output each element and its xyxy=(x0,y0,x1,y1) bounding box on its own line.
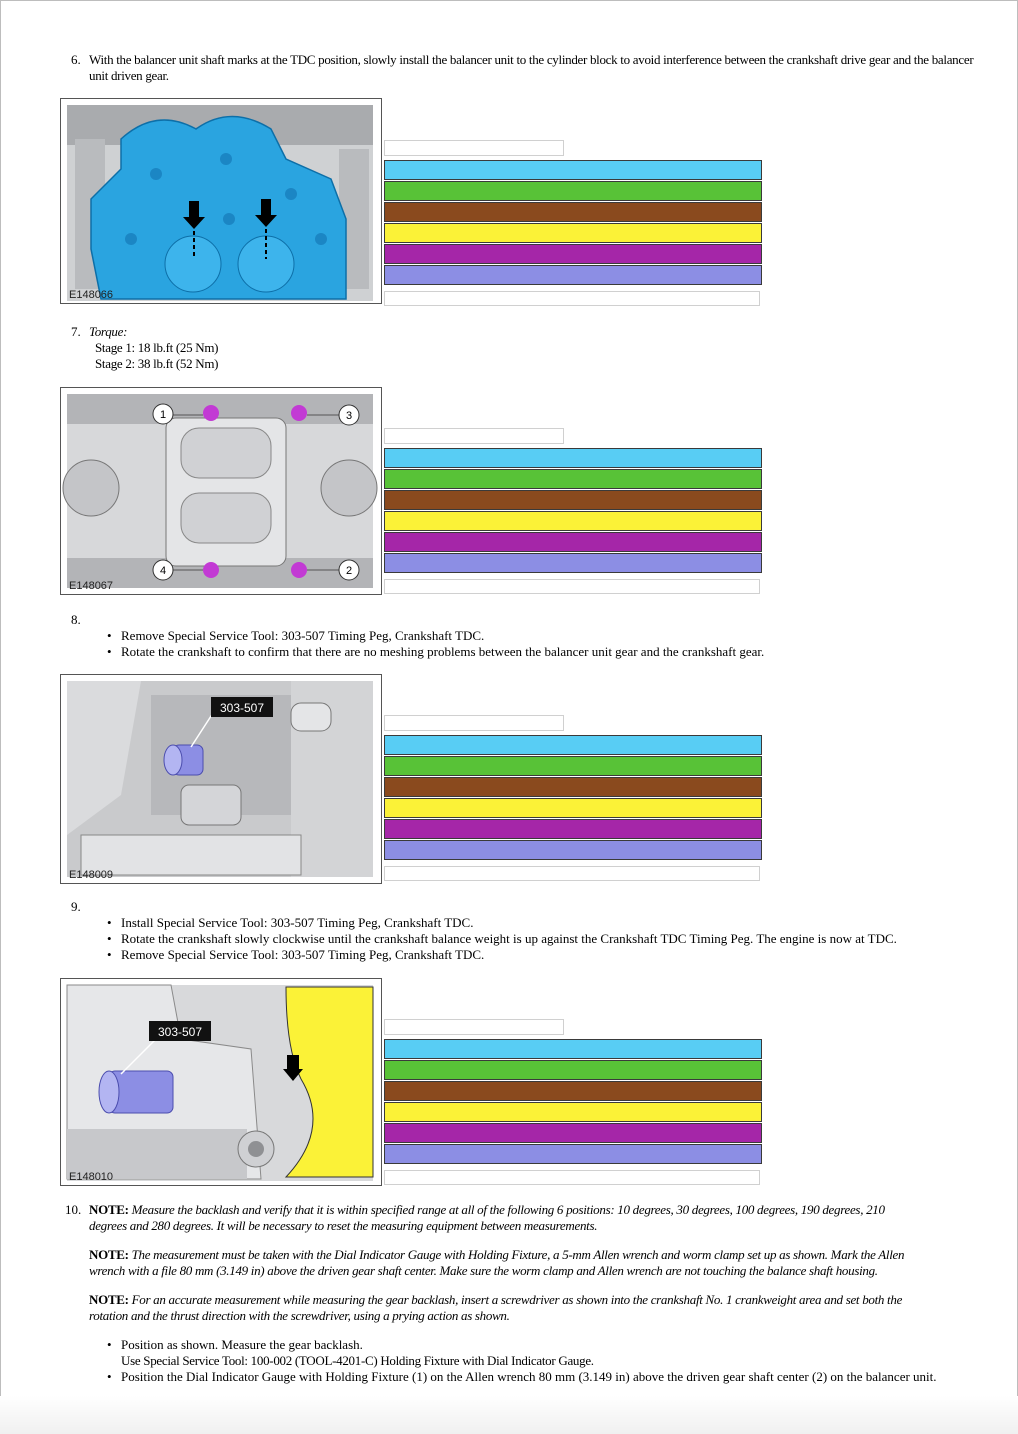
legend-bar-yellow xyxy=(384,511,762,531)
legend-bar-brown xyxy=(384,777,762,797)
page-bottom-shade xyxy=(0,1396,1018,1434)
note-3-line1 xyxy=(89,1292,902,1308)
legend-bar-cyan xyxy=(384,1039,762,1059)
torque-stage-1: Stage 1: 18 lb.ft (25 Nm) xyxy=(95,340,219,355)
note-1-text: Measure the backlash and verify that it is within specified range at all of the following 6 positions: 10 degrees, 30 degrees, 100 degrees, 190 degrees, 210 xyxy=(131,1202,885,1217)
legend-bar-green xyxy=(384,469,762,489)
torque-stage-2: Stage 2: 38 lb.ft (52 Nm) xyxy=(95,356,219,371)
legend-bar-magenta xyxy=(384,819,762,839)
legend-bar-green xyxy=(384,1060,762,1080)
note-2-line2: wrench with a file 80 mm (3.149 in) above the driven gear shaft center. Make sure the worm clamp and Allen wrench are not touching the balance shaft housing. xyxy=(89,1263,878,1278)
callout-2: 2 xyxy=(345,565,353,577)
step-8-bullet-2: • Rotate the crankshaft to confirm that there are no meshing problems between the balancer unit gear and the crankshaft gear. xyxy=(121,644,764,660)
legend-bar-magenta xyxy=(384,244,762,264)
legend-bar-cyan xyxy=(384,160,762,180)
step-6-text-line1: With the balancer unit shaft marks at the TDC position, slowly install the balancer unit to the cylinder block to avoid interference between the crankshaft drive gear and the balancer xyxy=(89,52,974,67)
note-2-text: The measurement must be taken with the Dial Indicator Gauge with Holding Fixture, a 5-mm Allen wrench and worm clamp set up as shown. Mark the Allen xyxy=(131,1247,905,1262)
legend-bar-yellow xyxy=(384,223,762,243)
note-3-line2: rotation and the thrust direction with the screwdriver, using a prying action as shown. xyxy=(89,1308,510,1323)
legend-bar-brown xyxy=(384,490,762,510)
legend-footer-box xyxy=(384,866,760,881)
legend-bar-lavender xyxy=(384,553,762,573)
legend-bar-cyan xyxy=(384,448,762,468)
step-7-number: 7. xyxy=(71,324,81,339)
legend-bar-brown xyxy=(384,1081,762,1101)
legend-bar-green xyxy=(384,181,762,201)
legend-header-box xyxy=(384,428,564,444)
note-3-text: For an accurate measurement while measuring the gear backlash, insert a screwdriver as shown into the crankshaft No. 1 crankweight area and set both the xyxy=(131,1292,903,1307)
legend-bar-yellow xyxy=(384,1102,762,1122)
legend-header-box xyxy=(384,715,564,731)
step-6-text-line2: unit driven gear. xyxy=(89,68,169,83)
step-10-bullet-1: • Position as shown. Measure the gear backlash. xyxy=(121,1337,363,1353)
callout-3: 3 xyxy=(345,410,353,422)
legend-header-box xyxy=(384,140,564,156)
legend-bar-yellow xyxy=(384,798,762,818)
figure-balancer-install xyxy=(60,98,382,304)
figure-id: E148010 xyxy=(69,1171,114,1183)
remove-timing-peg-illustration xyxy=(61,675,381,883)
step-10-number: 10. xyxy=(65,1202,82,1217)
legend-bar-lavender xyxy=(384,840,762,860)
figure-id: E148066 xyxy=(69,289,114,301)
legend-bar-lavender xyxy=(384,265,762,285)
figure-remove-timing-peg xyxy=(60,674,382,884)
note-label: NOTE: xyxy=(89,1202,129,1217)
step-9-bullet-2: • Rotate the crankshaft slowly clockwise until the crankshaft balance weight is up against the Crankshaft TDC Timing Peg. The engine is now at TDC. xyxy=(121,931,897,947)
balancer-install-illustration xyxy=(61,99,381,303)
figure-id: E148067 xyxy=(69,580,114,592)
figure-torque-sequence xyxy=(60,387,382,595)
step-10-bullet-1-line2: Use Special Service Tool: 100-002 (TOOL-4201-C) Holding Fixture with Dial Indicator Gauge. xyxy=(121,1353,594,1368)
legend-footer-box xyxy=(384,579,760,594)
step-9-number: 9. xyxy=(71,899,81,914)
tool-label: 303-507 xyxy=(157,1025,203,1039)
note-label: NOTE: xyxy=(89,1292,129,1307)
torque-sequence-illustration xyxy=(61,388,381,594)
legend-bar-magenta xyxy=(384,532,762,552)
figure-install-timing-peg xyxy=(60,978,382,1186)
step-9-bullet-3: • Remove Special Service Tool: 303-507 Timing Peg, Crankshaft TDC. xyxy=(121,947,484,963)
legend-bar-green xyxy=(384,756,762,776)
install-timing-peg-illustration xyxy=(61,979,381,1185)
step-8-bullet-1: • Remove Special Service Tool: 303-507 Timing Peg, Crankshaft TDC. xyxy=(121,628,484,644)
step-10-bullet-2: • Position the Dial Indicator Gauge with Holding Fixture (1) on the Allen wrench 80 mm (3.149 in) above the driven gear shaft center (2) on the balancer unit. xyxy=(121,1369,937,1385)
step-9-bullet-1: • Install Special Service Tool: 303-507 Timing Peg, Crankshaft TDC. xyxy=(121,915,473,931)
figure-id: E148009 xyxy=(69,869,114,881)
tool-label: 303-507 xyxy=(219,701,265,715)
torque-label: Torque: xyxy=(89,324,128,339)
note-label: NOTE: xyxy=(89,1247,129,1262)
note-1-line1 xyxy=(89,1202,885,1218)
legend-bar-magenta xyxy=(384,1123,762,1143)
step-6-number: 6. xyxy=(71,52,81,67)
callout-1: 1 xyxy=(159,409,167,421)
legend-bar-brown xyxy=(384,202,762,222)
legend-footer-box xyxy=(384,291,760,306)
step-8-number: 8. xyxy=(71,612,81,627)
callout-4: 4 xyxy=(159,565,167,577)
legend-header-box xyxy=(384,1019,564,1035)
note-1-line2: degrees and 280 degrees. It will be necessary to reset the measuring equipment between measurements. xyxy=(89,1218,598,1233)
legend-footer-box xyxy=(384,1170,760,1185)
legend-bar-cyan xyxy=(384,735,762,755)
note-2-line1 xyxy=(89,1247,904,1263)
legend-bar-lavender xyxy=(384,1144,762,1164)
